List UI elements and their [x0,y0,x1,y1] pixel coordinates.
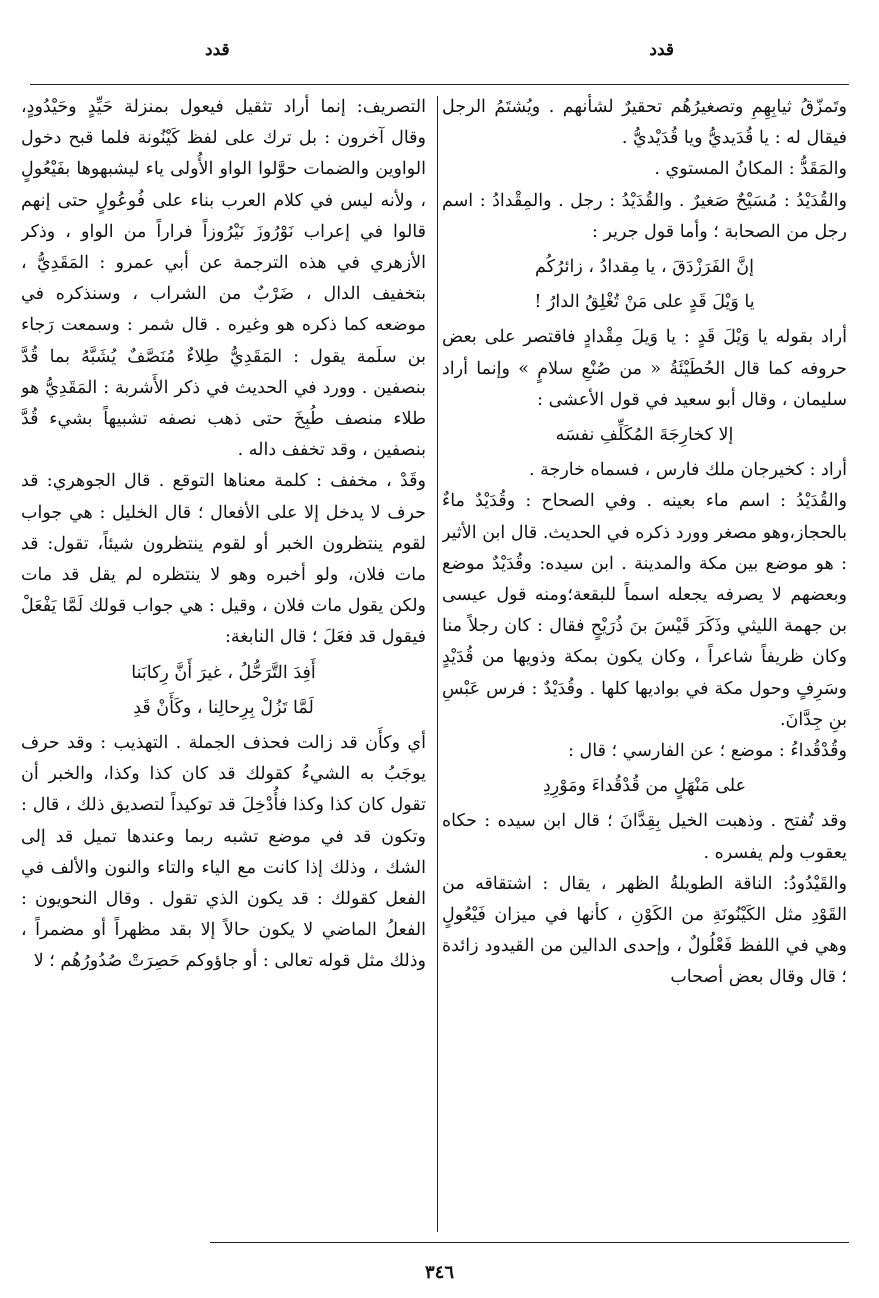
verse-line: إنَّ الفَرَزْدَقَ ، يا مِقدادُ ، زائرُكُم [535,257,754,278]
verse-line: لَمَّا تَزُلْ بِرِحالِنا ، وكَأَنْ قَدِ [133,697,314,718]
left-column [21,92,426,1232]
paragraph: وقُدْقُداءُ : موضع ؛ عن الفارسي ؛ قال : [568,741,847,762]
paragraph: أي وكأَن قد زالت فحذف الجملة . التهذيب : وقد حرف يوجَبُ به الشيءُ كقولك قد كان كذا وكذا، والخبر أن تقول كان كذا وكذا فأُدْخِلَ قد توكيداً لتصديق ذلك ، قال : وتكون قد في موضع تشبه ربما وعندها تميل قد إلى الشك ، وذلك إذا كانت مع الياء والتاء والنون والألف في الفعل كقولك : قد يكون الذي تقول . وقال النحويون : الفعلُ الماضي لا يكون حالاً إلا بقد مظهراً أو مضمراً ، وذلك مثل قوله تعالى : أو جاؤوكم حَصِرَتْ صُدُورُهُم ؛ لا [21,733,426,972]
page-number: ٣٤٦ [424,1262,454,1283]
verse-line: على مَنْهَلٍ من قُدْقُداءَ ومَوْرِدِ [542,776,747,797]
paragraph: أراد بقوله يا وَيْلَ قَدٍ : يا وَيلَ مِقْدادٍ فاقتصر على بعض حروفه كما قال الحُطَيْئَةُ « من صُنْعِ سلامٍ » وإنما أراد سليمان ، وقال أبو سعيد في قول الأعشى : [442,327,847,410]
verse-line: إلا كخارِجَةَ المُكَلِّفِ نفسَه [555,425,734,446]
paragraph: وقَدْ ، مخفف : كلمة معناها التوقع . قال الجوهري: قد حرف لا يدخل إلا على الأفعال ؛ قال الخليل : هي جواب لقوم ينتظرون الخبر أو لقوم ينتظرون شيئاً، تقول: قد مات فلان، ولو أخبره وهو لا ينتظره لم يقل قد مات ولكن يقول مات فلان ، وقيل : هي جواب قولك لَمَّا يَفْعَلْ فيقول قد فعَلَ ؛ قال النابغة: [21,471,426,648]
verse-line: يا وَيْلَ قَدٍ على مَنْ تُغْلِقُ الدارُ ! [534,292,755,313]
header-right-title: قدد [649,40,674,60]
right-column [442,92,847,1232]
paragraph: والقُدَيْدُ : اسم ماء بعينه . وفي الصحاح : وقُدَيْدٌ ماءٌ بالحجاز،وهو مصغر وورد ذكره في الحديث. قال ابن الأثير : هو موضع بين مكة والمدينة . ابن سيده: وقُدَيْدٌ موضع وبعضهم لا يصرفه يجعله اسماً للبقعة؛ومنه قول عيسى بن جهمة الليثي وذَكَرَ قَيْسَ بنَ ذُرَيْحٍ فقال : كان رجلاً منا وكان ظريفاً شاعراً ، وكان يكون بمكة وذويها من قُدَيْدٍ وسَرِفٍ وحول مكة في بواديها كلها . وقُدَيْدٌ : فرس عَبْسِ بنِ جِدَّانَ. [442,491,847,730]
paragraph: أراد : كخيرجان ملك فارس ، فسماه خارجة . [529,460,847,481]
paragraph: والقَيْدُودُ: الناقة الطويلةُ الظهر ، يقال : اشتقاقه من القَوْدِ مثل الكَيْنُونَةِ من الكَوْنِ ، كأنها في ميزان فَيْعُولٍ وهي في اللفظ فَعْلُولٌ ، وإحدى الدالين من القيدود زائدة ؛ قال وقال بعض أصحاب [442,873,847,988]
footer-rule [210,1242,849,1243]
verse-line: أَفِدَ التَّرَحُّلُ ، غيرَ أَنَّ رِكابَنا [131,662,316,683]
paragraph: التصريف: إنما أراد تثقيل فيعول بمنزلة حَيِّدٍ وحَيْدُودٍ، وقال آخرون : بل ترك على لفظ كَيْنُونة فلما قبح دخول الواوين والضمات حوَّلوا الواو الأُولى ياء ليشبهوها بفَيْعُولٍ ، ولأنه ليس في كلام العرب بناء على فُوعُولٍ حتى إنهم قالوا في إعراب نَوْرُوزَ نَيْرُوزاً فراراً من الواو ، وذكر الأزهري في هذه الترجمة عن أبي عمرو : المَقَدِيُّ ، بتخفيف الدال ، ضَرْبٌ من الشراب ، وسنذكره في موضعه كما ذكره هو وغيره . قال شمر : وسمعت رَجاء بن سلَمة يقول : المَقَدِيُّ طِلاءٌ مُنَصَّفٌ يُشَبَّهُ بما قُدَّ بنصفين . وورد في الحديث في ذكر الأَشربة : المَقَدِيُّ هو طلاء منصف طُبِخَ حتى ذهب نصفه تشبيهاً بشيء قُدَّ بنصفين ، وقد تخفف داله . [21,97,426,461]
paragraph: وتَمزّقُ ثيابِهِمِ وتصغيرُهُم تحقيرٌ لشأنهم . ويُشتَمُ الرجل فيقال له : يا قُدَيديُّ ويا قُدَيْديُّ . [442,97,847,149]
paragraph: والقُدَيْدُ : مُسَيْحٌ صَغيرٌ . والقُدَيْدُ : رجل . والمِقْدادُ : اسم رجل من الصحابة ؛ وأما قول جرير : [442,190,847,242]
header-left-title: قدد [205,40,230,60]
paragraph: وقد تُفتح . وذهبت الخيل بِقِدَّانَ ؛ قال ابن سيده : حكاه يعقوب ولم يفسره . [442,811,847,863]
column-divider [437,96,438,1232]
paragraph: والمَقَدُّ : المكانُ المستوي . [654,159,847,180]
header-rule [30,84,849,85]
